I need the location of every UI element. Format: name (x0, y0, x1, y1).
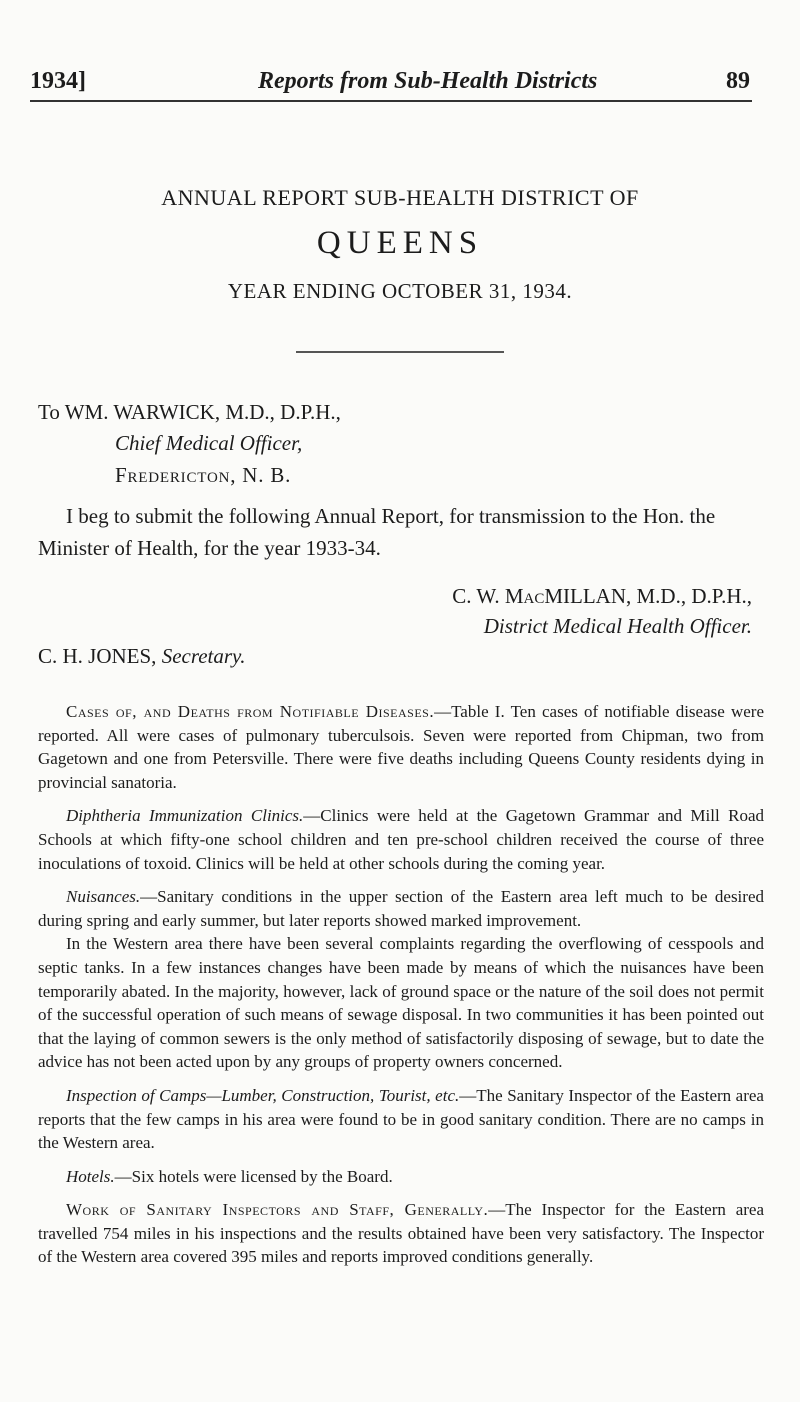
secretary-role: Secretary. (161, 644, 246, 668)
work-text: —The Inspector for the Eastern area travelled 754 miles in his inspections and the results obtained have been very satisfactory. The Inspector of the Western area covered 395 miles and reports improved conditions generally. (38, 1200, 765, 1267)
header-rule (30, 100, 752, 102)
page-header (30, 68, 750, 104)
diphtheria-paragraph (38, 804, 764, 875)
camps-heading: Inspection of Camps—Lumber, Construction, Tourist, etc. (66, 1085, 460, 1105)
signature-name: C. W. MacMILLAN, M.D., D.P.H., (452, 584, 752, 608)
work-heading: Work of Sanitary Inspectors and Staff, Generally. (66, 1200, 489, 1220)
secretary-name: C. H. JONES, (38, 644, 157, 668)
camps-text: —The Sanitary Inspector of the Eastern area reports that the few camps in his area were found to be in good sanitary condition. There are no camps in the Western area. (38, 1085, 764, 1153)
cases-text: —Table I. Ten cases of notifiable disease were reported. All were cases of pulmonary tuberculsois. Seven were reported from Chipman, two from Gagetown and one from Petersville. There were five deaths including Queens County residents dying in provincial sanatoria. (38, 702, 764, 792)
nuisances-heading: Nuisances. (66, 887, 141, 907)
addressee-place: Fredericton, N. B. (115, 463, 292, 487)
hotels-paragraph (38, 1165, 764, 1189)
running-title: Reports from Sub-Health Districts (258, 68, 598, 94)
page-number: 89 (726, 68, 750, 94)
nuisances-text: —Sanitary conditions in the upper section of the Eastern area left much to be desired during spring and early summer, but later reports showed marked improvement. (38, 887, 764, 930)
hotels-text: —Six hotels were licensed by the Board. (114, 1166, 393, 1186)
secretary-line (38, 644, 245, 669)
header-year: 1934] (30, 68, 86, 94)
report-title-line1: ANNUAL REPORT SUB-HEALTH DISTRICT OF (161, 185, 639, 210)
hotels-heading: Hotels. (66, 1166, 115, 1186)
report-body (38, 700, 764, 1279)
intro-paragraph: I beg to submit the following Annual Report, for transmission to the Hon. the Minister of Health, for the year 1933-34. (38, 504, 716, 560)
cases-paragraph (38, 700, 764, 794)
signature-title: District Medical Health Officer. (483, 614, 752, 638)
work-paragraph (38, 1198, 764, 1269)
addressee-role: Chief Medical Officer, (115, 431, 303, 455)
report-title-year: YEAR ENDING OCTOBER 31, 1934. (227, 279, 573, 303)
title-divider (296, 351, 504, 353)
diphtheria-text: —Clinics were held at the Gagetown Grammar and Mill Road Schools at which fifty-one school children and ten pre-school children received the course of three inoculations of toxoid. Clinics will be held at other schools during the coming year. (38, 806, 764, 873)
camps-paragraph (38, 1084, 764, 1155)
addressee-name: To WM. WARWICK, M.D., D.P.H., (38, 400, 341, 424)
cases-heading: Cases of, and Deaths from Notifiable Diseases. (66, 702, 435, 721)
diphtheria-heading: Diphtheria Immunization Clinics. (66, 806, 304, 826)
report-title-county: QUEENS (316, 225, 484, 261)
nuisances-paragraph (38, 885, 764, 932)
western-paragraph: In the Western area there have been several complaints regarding the overflowing of cesspools and septic tanks. In a few instances changes have been made by means of which the nuisances have been temporarily abated. In the majority, however, lack of ground space or the nature of the soil does not permit of the successful operation of such means of sewage disposal. In two communities it has been pointed out that the laying of common sewers is the only method of satisfactorily disposing of sewage, but to date the advice has not been acted upon by any groups of property owners concerned. (38, 934, 764, 1072)
